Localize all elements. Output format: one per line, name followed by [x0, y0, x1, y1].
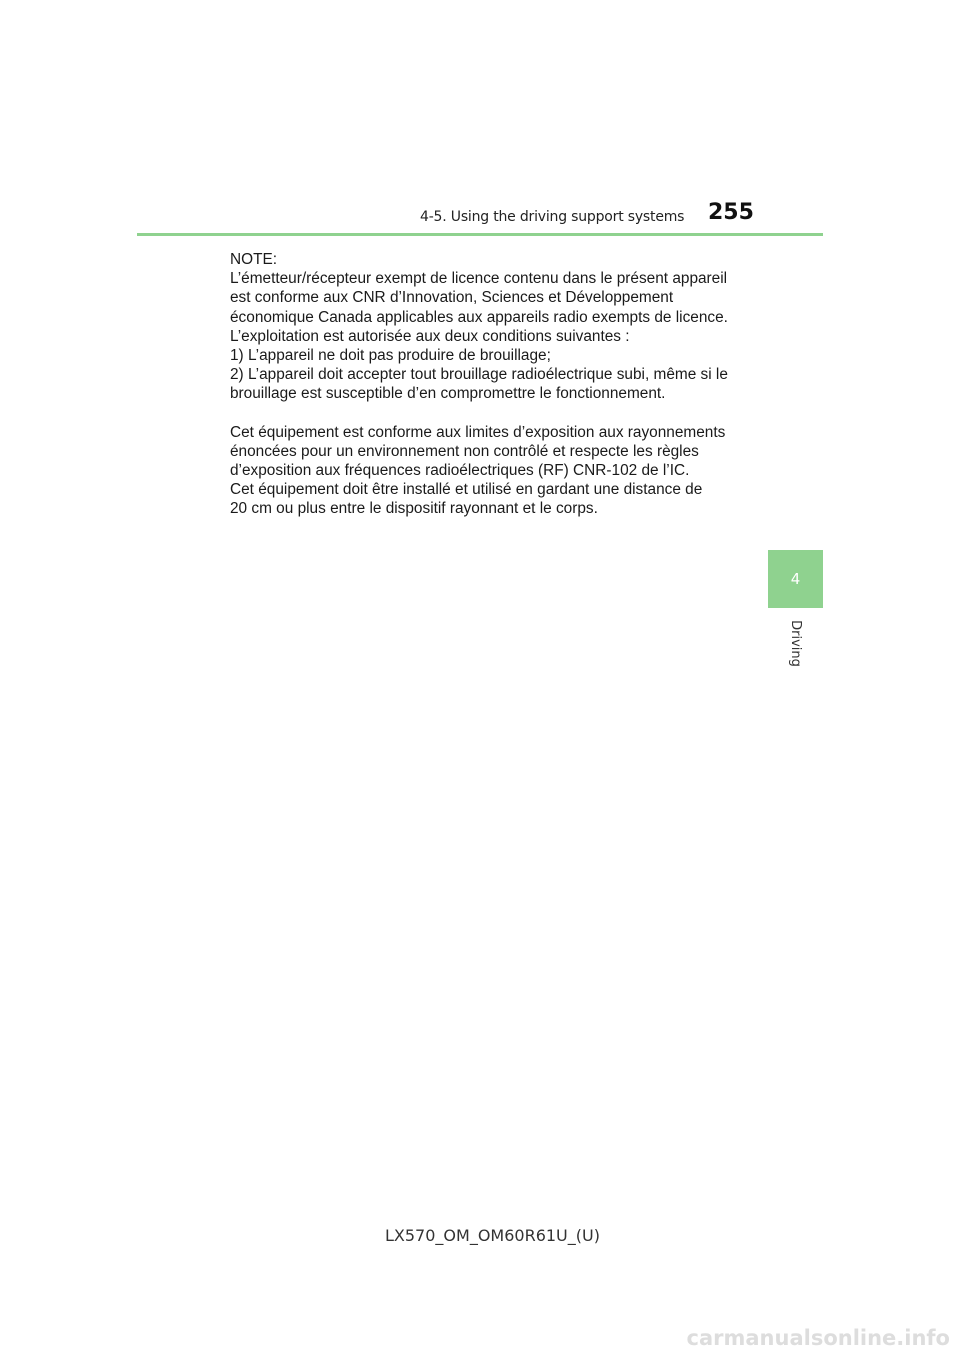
chapter-label	[768, 618, 823, 668]
note-line: brouillage est susceptible d’en compromettre le fonctionnement.	[230, 385, 666, 403]
chapter-tab	[768, 550, 823, 608]
chapter-number: 4	[790, 570, 801, 588]
note-line: économique Canada applicables aux appareils radio exempts de licence.	[230, 308, 728, 326]
watermark: carmanualsonline.info	[686, 1326, 950, 1350]
note-line: d’exposition aux fréquences radioélectriques (RF) CNR-102 de l’IC.	[230, 462, 690, 480]
note-line: L’émetteur/récepteur exempt de licence contenu dans le présent appareil	[230, 270, 728, 288]
section-title: 4-5. Using the driving support systems	[420, 209, 685, 225]
note-line: L’exploitation est autorisée aux deux conditions suivantes :	[230, 327, 630, 345]
paragraph-gap	[230, 404, 770, 423]
note-line: Cet équipement doit être installé et utilisé en gardant une distance de	[230, 481, 703, 499]
document-code: LX570_OM_OM60R61U_(U)	[385, 1226, 600, 1245]
header-divider	[137, 233, 823, 236]
note-line: Cet équipement est conforme aux limites d’exposition aux rayonnements	[230, 423, 726, 441]
note-line: 2) L’appareil doit accepter tout brouillage radioélectrique subi, même si le	[230, 366, 728, 384]
note-line: 1) L’appareil ne doit pas produire de brouillage;	[230, 347, 551, 365]
note-line: NOTE:	[230, 251, 278, 268]
note-line: est conforme aux CNR d’Innovation, Sciences et Développement	[230, 289, 674, 307]
note-line: énoncées pour un environnement non contrôlé et respecte les règles	[230, 442, 699, 460]
page-number: 255	[708, 200, 754, 225]
chapter-label-text: Driving	[787, 619, 803, 667]
note-line: 20 cm ou plus entre le dispositif rayonnant et le corps.	[230, 500, 598, 518]
regulatory-note	[230, 250, 770, 519]
